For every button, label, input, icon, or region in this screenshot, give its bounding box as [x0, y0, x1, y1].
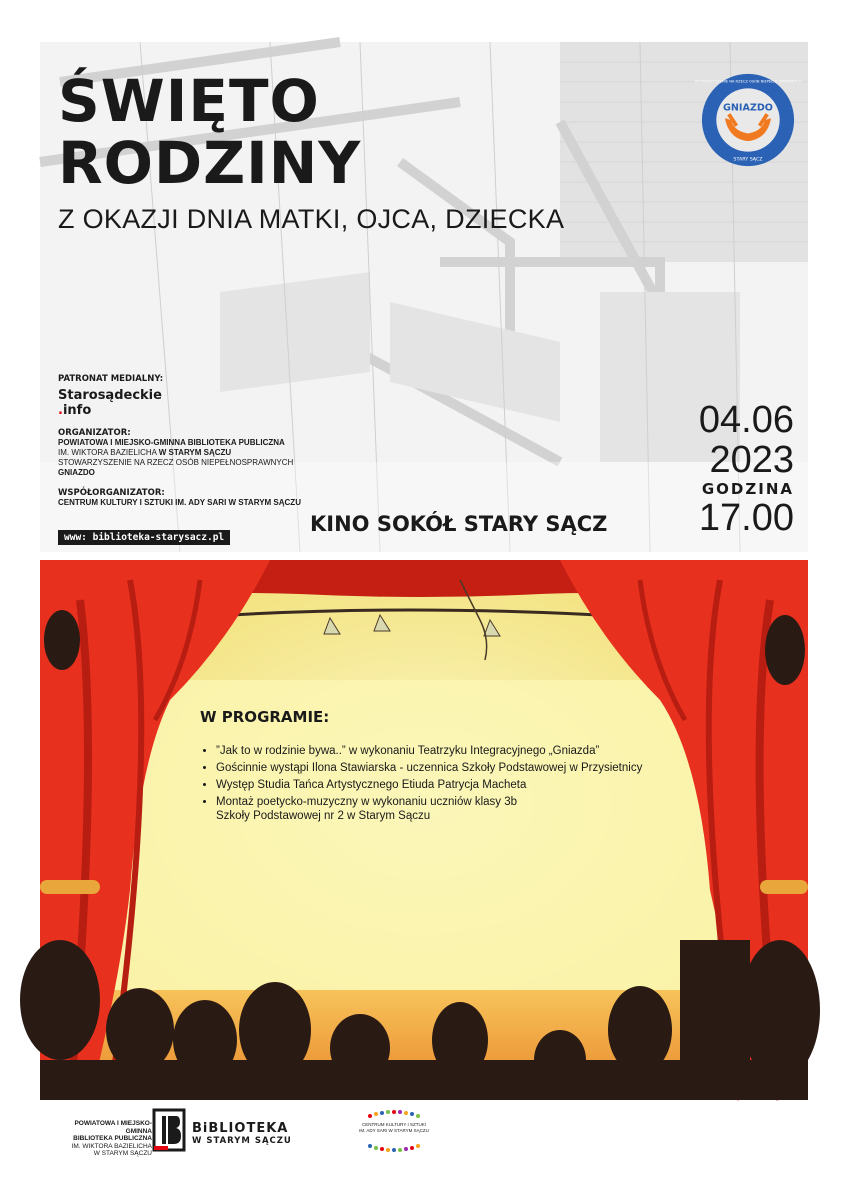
theater-stage-illustration	[40, 560, 808, 1100]
event-title	[58, 67, 362, 197]
patronat-name: Starosądeckie	[58, 388, 162, 403]
event-subtitle: Z OKAZJI DNIA MATKI, OJCA, DZIECKA	[58, 204, 565, 234]
program-item: • Montaż poetycko-muzyczny w wykonaniu uczniów klasy 3b Szkoły Podstawowej nr 2 w Starym Sączu	[216, 795, 642, 823]
gniazdo-badge-logo	[694, 72, 802, 168]
time-label: GODZINA	[701, 480, 794, 498]
badge-name: GNIAZDO	[723, 102, 773, 114]
date-time-block	[699, 400, 794, 538]
title-line-2: RODZINY	[58, 129, 362, 197]
organizator-line-4: GNIAZDO	[58, 468, 95, 477]
library-logo-title: BiBLIOTEKA	[192, 1121, 289, 1136]
wspolorganizator-line: CENTRUM KULTURY I SZTUKI IM. ADY SARI W STARYM SĄCZU	[58, 498, 301, 507]
program-item: • Gościnnie wystąpi Ilona Stawiarska - uczennica Szkoły Podstawowej w Przysietnicy	[216, 761, 642, 775]
library-logo-icon	[152, 1108, 186, 1152]
organizator-line-3: STOWARZYSZENIE NA RZECZ OSÓB NIEPEŁNOSPRAWNYCH	[58, 458, 294, 467]
footer-logos	[40, 1100, 430, 1158]
library-logo-text	[192, 1122, 292, 1146]
badge-ring-text: STOWARZYSZENIE NA RZECZ OSÓB NIEPEŁNOSPRAWNYCH	[694, 79, 802, 84]
event-year: 2023	[709, 439, 794, 481]
title-line-1: ŚWIĘTO	[58, 67, 320, 135]
poster-header	[40, 42, 808, 552]
stage-artwork	[40, 560, 808, 1100]
patronat-heading: PATRONAT MEDIALNY:	[58, 374, 164, 384]
event-time: 17.00	[698, 497, 794, 539]
culture-centre-logo-text: CENTRUM KULTURY I SZTUKI IM. ADY SARI W STARYM SĄCZU	[359, 1122, 429, 1133]
organizator-line-1: POWIATOWA I MIEJSKO-GMINNA BIBLIOTEKA PUBLICZNA	[58, 438, 285, 447]
event-date: 04.06	[698, 399, 794, 441]
library-name-block: POWIATOWA I MIEJSKO-GMINNA BIBLIOTEKA PUBLICZNA IM. WIKTORA BAZIELICHA W STARYM SĄCZU	[71, 1120, 152, 1157]
credits-block	[58, 364, 301, 508]
program-section	[200, 708, 642, 826]
patronat-logo	[58, 388, 301, 418]
program-item: • ”Jak to w rodzinie bywa..” w wykonaniu Teatrzyku Integracyjnego „Gniazda”	[216, 744, 642, 758]
wspolorganizator-heading: WSPÓŁORGANIZATOR:	[58, 488, 165, 498]
program-heading: W PROGRAMIE:	[200, 708, 330, 726]
website-link[interactable]: www: biblioteka-starysacz.pl	[58, 530, 230, 545]
badge-city: STARY SĄCZ	[733, 157, 763, 163]
patronat-suffix: info	[62, 403, 92, 418]
program-item: • Występ Studia Tańca Artystycznego Etiuda Patrycja Macheta	[216, 778, 642, 792]
program-list	[200, 744, 642, 823]
library-logo-subtitle: W STARYM SĄCZU	[192, 1136, 292, 1146]
event-venue: KINO SOKÓŁ STARY SĄCZ	[310, 512, 608, 536]
organizator-heading: ORGANIZATOR:	[58, 428, 131, 438]
organizator-line-2: IM. WIKTORA BAZIELICHA W STARYM SĄCZU	[58, 448, 232, 457]
patronat-dot-icon: .	[58, 403, 63, 418]
